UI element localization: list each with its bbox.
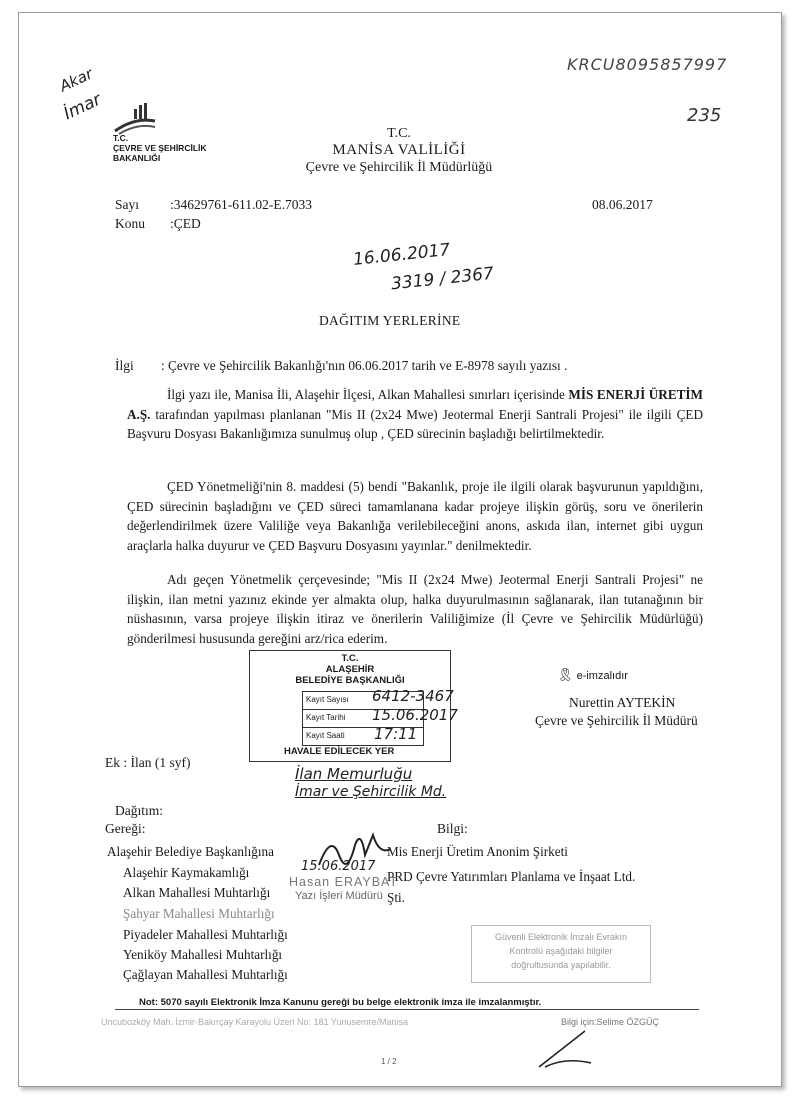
- recipient-title: DAĞITIM YERLERİNE: [319, 313, 461, 328]
- verify-line-2: Kontrolü aşağıdaki bilgiler: [509, 946, 613, 956]
- havale-ilan-memurlugu: İlan Memurluğu: [295, 765, 413, 783]
- bilgi-item-1: Mis Enerji Üretim Anonim Şirketi: [387, 844, 568, 859]
- header-tc: T.C.: [387, 126, 411, 141]
- stamp-havale-label: HAVALE EDİLECEK YER: [284, 746, 395, 757]
- bilgi-item-3: Şti.: [387, 890, 405, 905]
- paragraph-1-intro: İlgi yazı ile, Manisa İli, Alaşehir İlçesi, Alkan Mahallesi sınırları içerisinde: [167, 387, 569, 402]
- havale-imar: İmar ve Şehircilik Md.: [295, 784, 447, 800]
- company-name: MİS ENERJİ ÜRETİM A.Ş.: [127, 387, 703, 422]
- gereği-item-4: Şahyar Mahallesi Muhtarlığı: [123, 906, 275, 921]
- e-signature-mark: [557, 667, 628, 683]
- paragraph-1: [127, 385, 703, 444]
- paragraph-2: ÇED Yönetmeliği'nin 8. maddesi (5) bendi "Bakanlık, proje ile ilgili olarak başvurunun yapıldığını, ÇED sürecinin başladığını ve ÇED süreci tamamlanana kadar projeye ilişkin görüş, soru ve önerilerin değerlendirilmek üzere Valiliğe veya Bakanlığa verilebileceğini anons, askıda ilan, internet gibi uygun araçlarla halka duyurur ve ÇED Başvuru Dosyasını yayınlar." denilmektedir.: [127, 479, 703, 553]
- handwritten-registration: 3319 / 2367: [390, 263, 495, 295]
- stamp-kayit-saati-label: Kayıt Saati: [306, 731, 345, 740]
- stamp-kayit-saati-value: 17:11: [374, 725, 418, 743]
- logo-caption: [113, 133, 207, 163]
- footer-info: Bilgi için:Selime ÖZGÜÇ: [561, 1017, 660, 1027]
- handwritten-date: 16.06.2017: [352, 239, 452, 271]
- stamp-kayit-sayisi-value: 6412-3467: [372, 687, 454, 705]
- gereği-item-7: Çağlayan Mahallesi Muhtarlığı: [123, 967, 288, 982]
- sayi-label: Sayı: [115, 197, 140, 212]
- logo-line-tc: T.C.: [113, 133, 129, 143]
- stamp-kayit-tarihi-value: 15.06.2017: [372, 706, 458, 724]
- handwritten-note-imar: İmar: [60, 89, 105, 125]
- paragraph-3: Adı geçen Yönetmelik çerçevesinde; "Mis II (2x24 Mwe) Jeotermal Enerji Santrali Projesi" ne ilişkin, ilan metni yazınız ekinde yer almakta olup, halka duyurulmasının sağlanarak, ilan tutanağının bir nüshasının, varsa projeye ilişkin itiraz ve önerilerin Valiliğimize (İl Çevre ve Şehircilik Müdürlüğü) gönderilmesi hususunda gereğini arz/rica ederim.: [127, 572, 703, 646]
- handwritten-code: KRCU8095857997: [567, 55, 728, 74]
- footer-signature: [535, 1027, 595, 1071]
- page-number: 1 / 2: [381, 1057, 397, 1066]
- gereği-item-6: Yeniköy Mahallesi Muhtarlığı: [123, 947, 283, 962]
- konu-value: :ÇED: [170, 216, 201, 231]
- header-valilik: MANİSA VALİLİĞİ: [332, 142, 466, 158]
- bilgi-item-2: PRD Çevre Yatırımları Planlama ve İnşaat Ltd.: [387, 869, 636, 884]
- header-mudurluk: Çevre ve Şehircilik İl Müdürlüğü: [305, 160, 493, 175]
- receipt-title: Yazı İşleri Müdürü: [295, 890, 383, 902]
- verify-line-1: Güvenli Elektronik İmzalı Evrakın: [494, 932, 628, 942]
- logo-line-ministry: ÇEVRE VE ŞEHİRCİLİK: [113, 143, 207, 153]
- handwritten-note-akar: Akar: [56, 64, 96, 96]
- signer-name: Nurettin AYTEKİN: [569, 695, 676, 710]
- footer-address: Uncubozköy Mah. İzmir-Bakırçay Karayolu Üzeri No: 181 Yunusemre/Manisa: [101, 1017, 408, 1027]
- stamp-header: [250, 653, 450, 686]
- ilgi-label: İlgi: [115, 358, 134, 373]
- distribution-label: Dağıtım:: [115, 803, 163, 818]
- stamp-alasehir: ALAŞEHİR: [325, 664, 375, 675]
- gereği-item-1: Alaşehir Belediye Başkanlığına: [107, 844, 274, 859]
- verification-box: [471, 925, 651, 983]
- ilgi-text: : Çevre ve Şehircilik Bakanlığı'nın 06.06.2017 tarih ve E-8978 sayılı yazısı .: [161, 358, 568, 373]
- bilgi-label: Bilgi:: [437, 821, 468, 836]
- stamp-belediye: BELEDİYE BAŞKANLIĞI: [295, 675, 405, 686]
- footer-note: Not: 5070 sayılı Elektronik İmza Kanunu gereği bu belge elektronik imza ile imzalanmıştır.: [139, 997, 542, 1008]
- gereği-label: Gereği:: [105, 821, 146, 836]
- receipt-name: Hasan ERAYBAT: [289, 875, 399, 889]
- konu-label: Konu: [115, 216, 145, 231]
- document-page: [18, 12, 782, 1087]
- paragraph-1-body: tarafından yapılması planlanan "Mis II (2x24 Mwe) Jeotermal Enerji Santrali Projesi" ile ilgili ÇED Başvuru Dosyası Bakanlığımıza sunulmuş olup , ÇED sürecinin başladığı belirtilmektedir.: [127, 406, 703, 441]
- signer-title: Çevre ve Şehircilik İl Müdürü: [535, 713, 698, 728]
- registry-stamp: [249, 650, 458, 762]
- e-imza-text: e-imzalıdır: [576, 670, 628, 682]
- handwritten-number: 235: [687, 105, 722, 126]
- stamp-tc: T.C.: [341, 653, 359, 664]
- stamp-kayit-sayisi-label: Kayıt Sayısı: [306, 695, 349, 704]
- attachments: Ek : İlan (1 syf): [105, 755, 191, 770]
- gereği-item-5: Piyadeler Mahallesi Muhtarlığı: [123, 927, 288, 942]
- footer-rule: [115, 1009, 699, 1010]
- gereği-item-2: Alaşehir Kaymakamlığı: [123, 865, 250, 880]
- ministry-logo-icon: [113, 103, 157, 135]
- receipt-date: 15.06.2017: [301, 859, 376, 874]
- stamp-kayit-tarihi-label: Kayıt Tarihi: [306, 713, 346, 722]
- document-date: 08.06.2017: [592, 197, 653, 212]
- letterhead: [199, 125, 599, 176]
- verify-line-3: doğrultusunda yapılabilir.: [511, 960, 611, 970]
- logo-line-bakanligi: BAKANLIĞI: [113, 153, 161, 163]
- ribbon-icon: 🎗: [557, 667, 574, 682]
- sayi-value: :34629761-611.02-E.7033: [170, 197, 312, 212]
- gereği-item-3: Alkan Mahallesi Muhtarlığı: [123, 885, 271, 900]
